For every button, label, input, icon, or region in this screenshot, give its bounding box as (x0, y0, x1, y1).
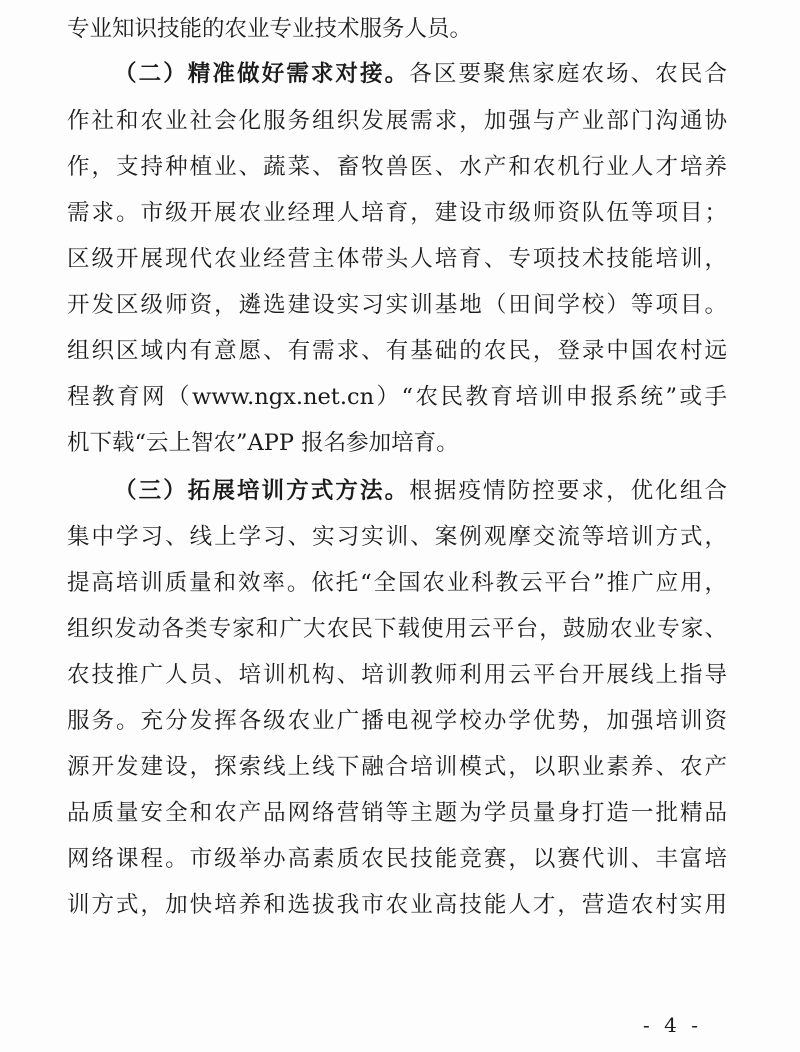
text-line: 网络课程。市级举办高素质农民技能竞赛，以赛代训、丰富培 (67, 846, 727, 872)
section-three-text: 根据疫情防控要求，优化组合 (409, 478, 727, 504)
text-line: 作，支持种植业、蔬菜、畜牧兽医、水产和农机行业人才培养 (67, 154, 727, 180)
text-line: 训方式，加快培养和选拔我市农业高技能人才，营造农村实用 (67, 892, 727, 918)
section-two-text: 各区要聚焦家庭农场、农民合 (409, 61, 727, 87)
page-number: - 4 - (643, 1013, 702, 1037)
text-line: 机下载“云上智农”APP 报名参加培育。 (67, 430, 459, 456)
section-three-heading: （三）拓展培训方式方法。 (114, 478, 410, 504)
text-line: 源开发建设，探索线上线下融合培训模式，以职业素养、农产 (67, 754, 727, 780)
text-line: 专业知识技能的农业专业技术服务人员。 (67, 16, 473, 42)
text-line: 提高培训质量和效率。依托“全国农业科教云平台”推广应用， (67, 570, 727, 596)
text-line: 服务。充分发挥各级农业广播电视学校办学优势，加强培训资 (67, 708, 727, 734)
section-three-line (114, 468, 727, 514)
text-line: 组织区域内有意愿、有需求、有基础的农民，登录中国农村远 (67, 338, 727, 364)
text-line: 开发区级师资，遴选建设实习实训基地（田间学校）等项目。 (67, 292, 727, 318)
text-line: 集中学习、线上学习、实习实训、案例观摩交流等培训方式， (67, 524, 727, 550)
text-line: 品质量安全和农产品网络营销等主题为学员量身打造一批精品 (67, 800, 727, 826)
text-line: 作社和农业社会化服务组织发展需求，加强与产业部门沟通协 (67, 108, 727, 134)
text-line: 区级开展现代农业经营主体带头人培育、专项技术技能培训， (67, 246, 727, 272)
text-line: 程教育网（www.ngx.net.cn）“农民教育培训申报系统”或手 (67, 384, 727, 410)
text-line: 需求。市级开展农业经理人培育，建设市级师资队伍等项目； (67, 200, 727, 226)
text-line: 农技推广人员、培训机构、培训教师利用云平台开展线上指导 (67, 662, 727, 688)
text-line: 组织发动各类专家和广大农民下载使用云平台，鼓励农业专家、 (67, 616, 727, 642)
section-two-line (114, 51, 727, 97)
section-two-heading: （二）精准做好需求对接。 (114, 61, 410, 87)
